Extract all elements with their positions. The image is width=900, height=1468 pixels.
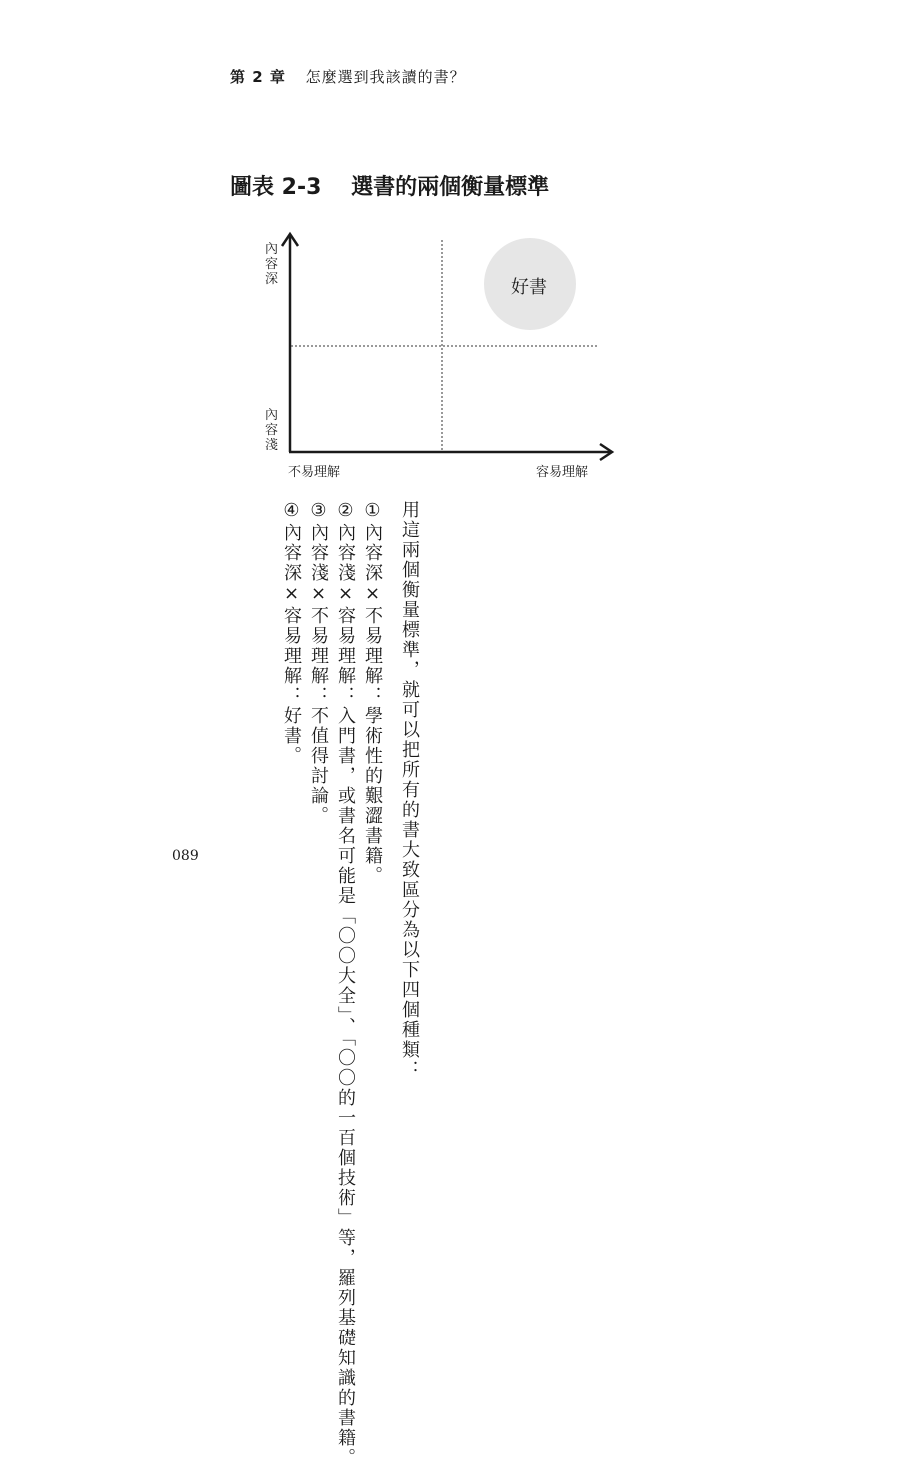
figure-title	[230, 170, 549, 201]
x-axis-left-label: 不易理解	[288, 465, 341, 480]
list-item: ③內容淺×不易理解：不值得討論。	[308, 500, 329, 826]
list-item: ①內容深×不易理解：學術性的艱澀書籍。	[362, 500, 383, 886]
chapter-title: 怎麼選到我該讀的書？	[305, 68, 466, 86]
y-axis-top-label: 內容深	[264, 242, 278, 287]
y-axis-bottom-label: 內容淺	[264, 408, 278, 453]
good-book-label: 好書	[511, 277, 547, 298]
running-header	[230, 66, 466, 87]
page-number: 089	[172, 848, 199, 864]
list-item: ④內容深×容易理解：好書。	[281, 500, 302, 766]
figure-number: 圖表 2-3	[230, 175, 322, 200]
list-item: ②內容淺×容易理解：入門書，或書名可能是「〇〇大全」、「〇〇的一百個技術」等，羅列基礎知識的書籍。	[335, 500, 356, 1468]
x-axis-right-label: 容易理解	[536, 465, 589, 480]
intro-paragraph: 用這兩個衡量標準，就可以把所有的書大致區分為以下四個種類：	[399, 500, 420, 1080]
quadrant-diagram	[230, 228, 630, 488]
quadrant-axes	[230, 228, 630, 488]
figure-caption: 選書的兩個衡量標準	[351, 175, 550, 200]
vertical-body-text	[278, 500, 423, 1468]
chapter-label: 第 2 章	[230, 68, 286, 86]
